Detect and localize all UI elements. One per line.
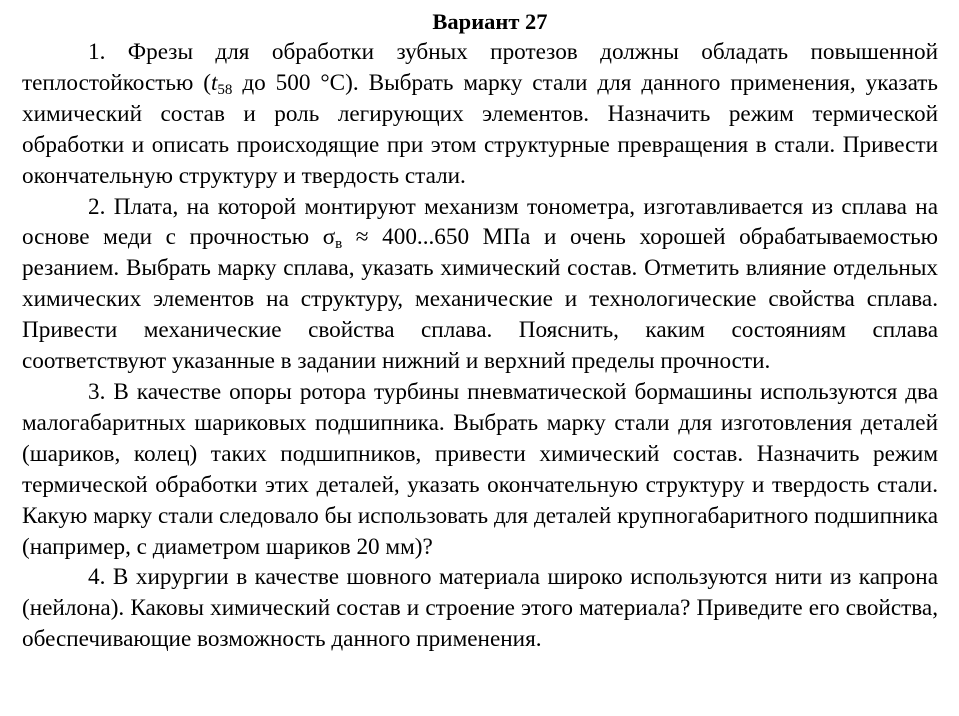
question-3: 3. В качестве опоры ротора турбины пневматической бормашины используются два малогабаритных шариковых подшипника. Выбрать марку стали для изготовления деталей (шариков, колец) таких подшипников, привести химический состав. Назначить режим термической обработки этих деталей, указать окончательную структуру и твердость стали. Какую марку стали следовало бы использовать для деталей крупногабаритного подшипника (например, с диаметром шариков 20 мм)? bbox=[22, 378, 938, 560]
question-2-text-end: ≈ 400...650 МПа и очень хорошей обрабатываемостью резанием. Выбрать марку сплава, указать химический состав. Отметить влияние отдельных химических элементов на структуру, механические и технологические свойства сплава. Привести механические свойства сплава. Пояснить, каким состояниям сплава соответствуют указанные в задании нижний и верхний пределы прочности. bbox=[22, 224, 938, 375]
sigma-symbol: σ bbox=[322, 224, 336, 250]
variant-title: Вариант 27 bbox=[432, 9, 548, 34]
question-1-text-end: до 500 °С). Выбрать марку стали для данного применения, указать химический состав и роль легирующих элементов. Назначить режим термической обработки и описать происходящие при этом структурные превращения в стали. Привести окончательную структуру и твердость стали. bbox=[22, 69, 938, 189]
question-4: 4. В хирургии в качестве шовного материала широко используются нити из капрона (нейлона). Каковы химический состав и строение этого материала? Приведите его свойства, обеспечивающие возможность данного применения. bbox=[22, 564, 938, 653]
temperature-symbol: t bbox=[210, 69, 218, 96]
question-2 bbox=[22, 192, 938, 377]
document-page bbox=[22, 7, 938, 655]
question-1 bbox=[22, 37, 938, 192]
temperature-subscript: 58 bbox=[217, 81, 233, 98]
question-2-text-start: 2. Плата, на которой монтируют механизм тонометра, изготавливается из сплава на основе меди с прочностью bbox=[22, 193, 938, 251]
sigma-subscript: в bbox=[335, 236, 343, 253]
question-1-text-start: 1. Фрезы для обработки зубных протезов должны обладать повышенной теплостойкостью ( bbox=[22, 39, 938, 96]
